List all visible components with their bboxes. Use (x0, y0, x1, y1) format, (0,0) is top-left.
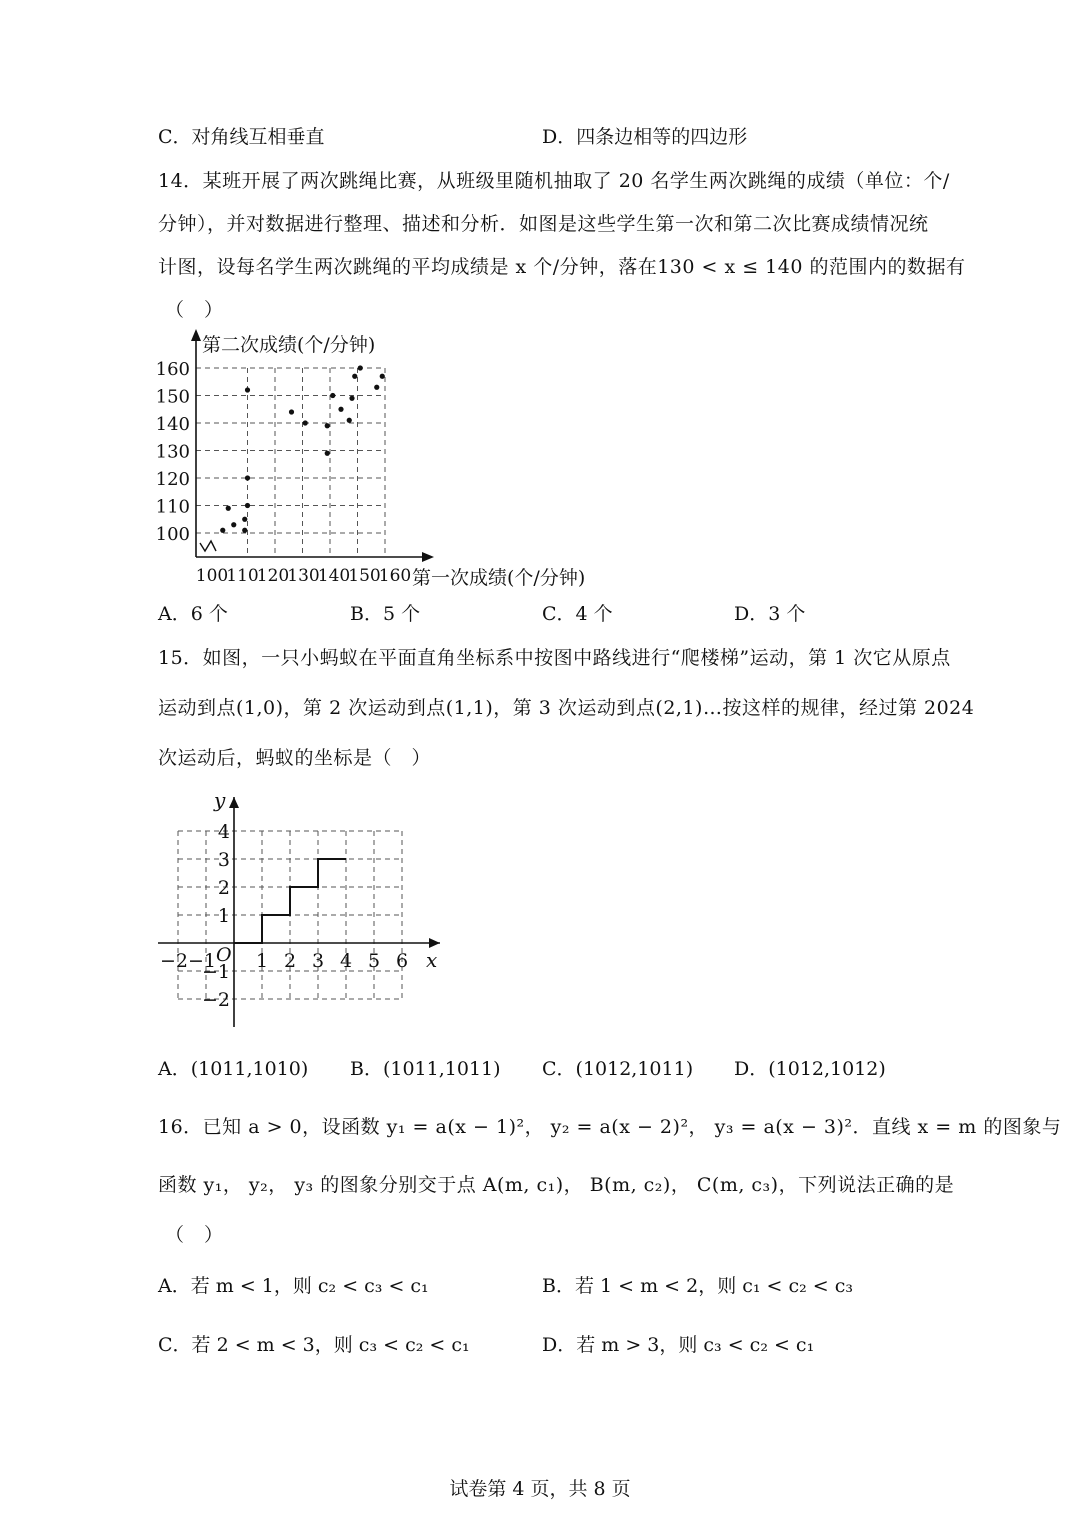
q15-option-a: A．(1011,1010) (158, 1058, 309, 1080)
q15-option-c: C．(1012,1011) (542, 1058, 694, 1080)
q14-stem-line-1: 14．某班开展了两次跳绳比赛，从班级里随机抽取了 20 名学生两次跳绳的成绩（单位：个/ (158, 170, 950, 192)
scatter-point (242, 528, 247, 533)
x-axis-arrow (422, 552, 434, 562)
origin-label: O (216, 944, 232, 966)
x-axis-arrow (429, 938, 440, 948)
y-tick-label: −2 (201, 989, 230, 1011)
q16-option-b: B．若 1 < m < 2，则 c₁ < c₂ < c₃ (542, 1275, 854, 1297)
y-tick-label: 100 (155, 524, 190, 545)
scatter-point (325, 451, 330, 456)
chart-ylabel: 第二次成绩(个/分钟) (202, 334, 376, 356)
scatter-point (245, 503, 250, 508)
y-axis-arrow (191, 329, 201, 341)
q14-option-a: A．6 个 (158, 603, 228, 625)
q16-stem-line-2: 函数 y₁， y₂， y₃ 的图象分别交于点 A(m, c₁)， B(m, c₂)， C(m, c₃)，下列说法正确的是 (158, 1174, 955, 1196)
y-tick-label: 140 (155, 414, 190, 435)
axis-break-mark (200, 541, 216, 551)
y-tick-label: 120 (155, 469, 190, 490)
y-tick-label: 130 (155, 441, 190, 463)
y-tick-label: 150 (155, 386, 190, 408)
q16-option-d: D．若 m > 3，则 c₃ < c₂ < c₁ (542, 1334, 815, 1356)
scatter-point (380, 374, 385, 379)
q15-coordinate-figure (150, 785, 450, 1035)
scatter-point (352, 374, 357, 379)
y-tick-label: 3 (217, 849, 230, 871)
x-axis-label: x (426, 948, 438, 972)
scatter-point (289, 409, 294, 414)
y-axis-label: y (214, 788, 226, 812)
q15-option-b: B．(1011,1011) (350, 1058, 501, 1080)
q16-stem-line-1: 16．已知 a > 0，设函数 y₁ = a(x − 1)²， y₂ = a(x − 2)²， y₃ = a(x − 3)²．直线 x = m 的图象与 (158, 1116, 1062, 1138)
x-tick-label: 130 (287, 566, 320, 586)
y-tick-label: 4 (217, 821, 230, 843)
x-tick-label: −2 (159, 950, 189, 972)
scatter-point (226, 506, 231, 511)
x-tick-label: 2 (283, 950, 297, 972)
scatter-point (303, 420, 308, 425)
scatter-point (374, 385, 379, 390)
x-tick-label: 120 (256, 566, 290, 586)
q16-option-c: C．若 2 < m < 3，则 c₃ < c₂ < c₁ (158, 1334, 470, 1356)
x-tick-label: 150 (348, 566, 381, 586)
x-tick-label: 3 (311, 950, 325, 972)
q15-stem-line-2: 运动到点(1,0)，第 2 次运动到点(1,1)，第 3 次运动到点(2,1)…按这样的规律，经过第 2024 (158, 697, 975, 719)
scatter-point (231, 522, 236, 527)
x-tick-label: 110 (226, 566, 259, 586)
x-tick-label: 160 (378, 566, 412, 586)
x-tick-label: 6 (395, 950, 409, 972)
scatter-point (349, 396, 354, 401)
x-tick-label: 4 (339, 950, 353, 972)
scatter-point (242, 517, 247, 522)
chart-axes (191, 329, 434, 562)
scatter-point (220, 528, 225, 533)
q16-answer-blank: （ ） (165, 1224, 224, 1246)
y-tick-label: 2 (217, 877, 230, 899)
y-tick-label: 110 (155, 496, 190, 518)
x-tick-label: 1 (255, 950, 269, 972)
q14-option-d: D．3 个 (734, 603, 806, 625)
scatter-point (245, 475, 250, 480)
x-tick-label: 140 (317, 566, 351, 586)
scatter-point (330, 393, 335, 398)
y-tick-label: −1 (201, 961, 230, 983)
page-footer: 试卷第 4 页，共 8 页 (449, 1478, 631, 1500)
y-tick-label: 1 (217, 905, 230, 927)
q14-option-b: B．5 个 (350, 603, 421, 625)
scatter-point (245, 387, 250, 392)
scatter-point (325, 423, 330, 428)
q15-stem-line-1: 15．如图，一只小蚂蚁在平面直角坐标系中按图中路线进行“爬楼梯”运动，第 1 次它从原点 (158, 647, 951, 669)
x-tick-label: −1 (187, 950, 217, 972)
q14-stem-line-2: 分钟），并对数据进行整理、描述和分析．如图是这些学生第一次和第二次比赛成绩情况统 (158, 213, 929, 235)
q13-option-d: D．四条边相等的四边形 (542, 126, 748, 148)
q13-option-c: C．对角线互相垂直 (158, 126, 325, 148)
y-tick-label: 160 (155, 359, 190, 380)
chart-xlabel: 第一次成绩(个/分钟) (412, 567, 586, 589)
x-tick-label: 5 (367, 950, 381, 972)
q14-scatter-chart (150, 325, 620, 595)
q16-option-a: A．若 m < 1，则 c₂ < c₃ < c₁ (158, 1275, 429, 1297)
q14-option-c: C．4 个 (542, 603, 613, 625)
q15-stem-line-3: 次运动后，蚂蚁的坐标是（ ） (158, 747, 432, 769)
y-axis-arrow (229, 797, 239, 808)
q14-stem-line-3: 计图，设每名学生两次跳绳的平均成绩是 x 个/分钟，落在130 < x ≤ 140 的范围内的数据有 (158, 256, 966, 278)
q15-option-d: D．(1012,1012) (734, 1058, 886, 1080)
x-tick-label: 100 (195, 566, 229, 586)
q14-answer-blank: （ ） (165, 299, 224, 321)
scatter-point (347, 418, 352, 423)
scatter-point (338, 407, 343, 412)
scatter-point (358, 365, 363, 370)
